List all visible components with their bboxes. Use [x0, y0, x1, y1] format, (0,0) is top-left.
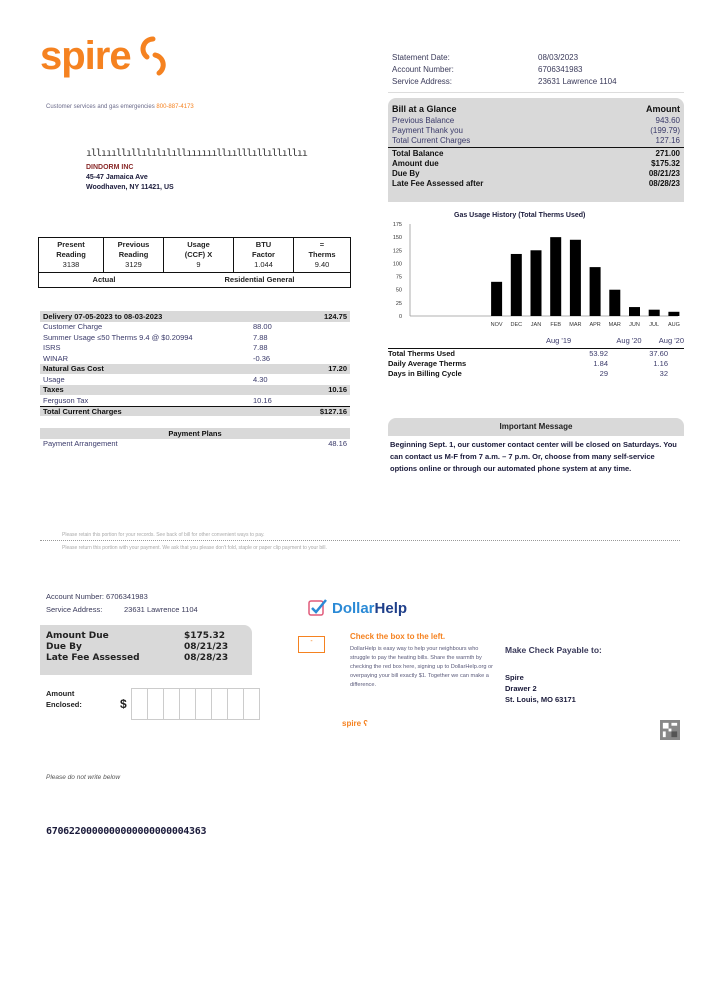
enclosed-line2: Enclosed:	[46, 700, 82, 709]
history-label: Daily Average Therms	[388, 359, 467, 368]
stub-address: 23631 Lawrence 1104	[124, 605, 198, 614]
stub-label: Amount Due	[46, 631, 109, 641]
glance-value: 08/21/23	[648, 169, 680, 178]
glance-row	[392, 149, 680, 159]
col-head: Reading	[56, 250, 86, 259]
account-number: 6706341983	[538, 65, 583, 74]
account-label: Account Number:	[392, 65, 454, 74]
meter-col	[39, 238, 104, 272]
statement-date: 08/03/2023	[538, 53, 579, 62]
total-charges-row	[40, 406, 350, 417]
glance-value: 08/28/23	[648, 179, 680, 188]
svg-text:JUL: JUL	[649, 322, 660, 328]
enclosed-line1: Amount	[46, 689, 75, 698]
chart-plot	[384, 208, 684, 343]
stub-value: 08/21/23	[184, 642, 229, 652]
glance-value: $175.32	[651, 159, 680, 168]
charge-value: -0.36	[253, 353, 271, 363]
svg-text:JUN: JUN	[629, 322, 640, 328]
meter-col	[294, 238, 350, 272]
customer-name: DINDORM INC	[86, 164, 134, 171]
customer-city: Woodhaven, NY 11421, US	[86, 184, 174, 191]
stub-account-label: Account Number:	[46, 592, 104, 601]
rate-class: Residential General	[224, 275, 295, 284]
svg-text:0: 0	[398, 314, 402, 320]
group-label: Natural Gas Cost	[43, 364, 104, 374]
dollarhelp-title: Check the box to the left.	[350, 632, 446, 641]
charge-row	[40, 332, 350, 343]
digit-box[interactable]	[195, 688, 212, 720]
svg-text:AUG: AUG	[667, 322, 680, 328]
glance-row	[392, 159, 680, 169]
dollarhelp-spire-logo	[342, 719, 368, 728]
digit-box[interactable]	[243, 688, 260, 720]
divider	[388, 92, 684, 93]
glance-label: Total Current Charges	[392, 136, 471, 145]
logo-dollar: Dollar	[332, 599, 375, 617]
history-value: 32	[659, 369, 668, 378]
total-value: $127.16	[319, 406, 347, 416]
group-label: Delivery 07-05-2023 to 08-03-2023	[43, 311, 163, 321]
col-head: Previous	[117, 240, 150, 249]
message-title: Important Message	[388, 418, 684, 436]
glance-label: Late Fee Assessed after	[392, 179, 484, 188]
logo-help: Help	[374, 599, 408, 617]
postal-barcode: ıllıııllıllılılılıllııııııllıılllıllıllıllıı	[86, 148, 307, 159]
stub-amount-box	[40, 625, 252, 675]
col-value: 3129	[125, 260, 142, 269]
digit-box[interactable]	[227, 688, 244, 720]
glance-row	[392, 116, 680, 126]
cs-label: Customer services and gas emergencies	[46, 104, 155, 110]
group-label: Taxes	[43, 385, 64, 395]
usage-history-table	[388, 336, 684, 379]
glance-label: Payment Thank you	[392, 126, 464, 135]
svg-text:MAR: MAR	[569, 322, 582, 328]
col-head: Therms	[308, 250, 336, 259]
history-value: 37.60	[649, 349, 668, 358]
col-head: Reading	[118, 250, 149, 259]
return-note: Please return this portion with your payment. We ask that you please don't fold, staple or paper clip payment to your bill.	[62, 545, 327, 551]
charge-label: Summer Usage ≤50 Therms 9.4 @ $0.20994	[43, 332, 193, 342]
charge-label: Usage	[43, 374, 65, 384]
svg-text:125: 125	[392, 248, 402, 255]
charges-table	[40, 311, 350, 449]
digit-box[interactable]	[131, 688, 148, 720]
charge-group	[40, 311, 350, 322]
charge-label: Customer Charge	[43, 322, 103, 332]
bill-at-a-glance	[388, 98, 684, 202]
message-body: Beginning Sept. 1, our customer contact center will be closed on Saturdays. You can contact us M-F from 7 a.m. – 7 p.m. Or, choose from many self-service options online or through our automated phone system at any time.	[390, 440, 677, 473]
col-value: 1.044	[254, 260, 273, 269]
retain-note: Please retain this portion for your records. See back of bill for other convenient ways to pay.	[62, 532, 265, 538]
svg-text:150: 150	[392, 235, 402, 242]
checkbox-mark: "	[310, 640, 313, 646]
charge-value: 88.00	[253, 322, 272, 332]
glance-value: 943.60	[655, 116, 680, 125]
svg-text:175: 175	[392, 222, 402, 228]
statement-info	[392, 52, 617, 88]
col-head: Present	[57, 240, 85, 249]
meter-col	[164, 238, 234, 272]
charge-label: ISRS	[43, 343, 61, 353]
glance-label: Total Balance	[392, 149, 444, 158]
charge-group	[40, 385, 350, 396]
history-value: 53.92	[589, 349, 608, 358]
plan-label: Payment Arrangement	[43, 439, 118, 449]
svg-text:100: 100	[392, 261, 402, 268]
col-head: Usage	[187, 240, 210, 249]
dollarhelp-logo	[308, 598, 407, 618]
history-row	[388, 359, 684, 369]
charge-label: Ferguson Tax	[43, 395, 89, 405]
reading-type: Actual	[92, 275, 116, 284]
glance-amount-header: Amount	[646, 104, 680, 114]
col-head: Factor	[252, 250, 275, 259]
digit-box[interactable]	[163, 688, 180, 720]
cs-phone: 800-887-4173	[156, 104, 194, 110]
payment-plans-header	[40, 428, 350, 439]
svg-text:NOV: NOV	[490, 322, 503, 328]
svg-text:JAN: JAN	[530, 322, 542, 328]
charge-row	[40, 353, 350, 364]
statement-date-label: Statement Date:	[392, 53, 450, 62]
helping-hand-icon	[308, 598, 332, 618]
meter-col	[104, 238, 164, 272]
dollarhelp-text	[298, 645, 498, 690]
plan-row	[40, 439, 350, 450]
scan-line: 6706220000000000000000004363	[46, 826, 207, 837]
group-total: 124.75	[324, 311, 347, 321]
glance-value: 271.00	[655, 149, 680, 158]
currency-sign: $	[120, 697, 127, 711]
payee-line3: St. Louis, MO 63171	[505, 695, 576, 704]
do-not-write-note: Please do not write below	[46, 774, 121, 781]
address-label: Service Address:	[392, 77, 453, 86]
charge-value: 7.88	[253, 343, 268, 353]
glance-title: Bill at a Glance	[392, 104, 457, 114]
spire-flame-icon: ʕ	[363, 719, 368, 728]
mailing-address	[86, 163, 174, 193]
stub-value: $175.32	[184, 631, 225, 641]
history-label: Total Therms Used	[388, 349, 455, 358]
stub-value: 08/28/23	[184, 653, 229, 663]
svg-text:MAR: MAR	[608, 322, 621, 328]
charge-value: 7.88	[253, 332, 268, 342]
tear-line	[40, 540, 680, 541]
plans-title: Payment Plans	[168, 428, 222, 438]
col-value: 3138	[62, 260, 80, 269]
stub-account-info	[46, 590, 198, 616]
stub-label: Due By	[46, 642, 82, 652]
svg-text:APR: APR	[589, 322, 601, 328]
glance-row	[392, 179, 680, 189]
stub-address-label: Service Address:	[46, 605, 103, 614]
digit-box[interactable]	[147, 688, 164, 720]
glance-value: (199.79)	[650, 126, 680, 135]
charge-value: 10.16	[253, 395, 272, 405]
col-header: Aug '20	[658, 336, 684, 345]
charge-row	[40, 374, 350, 385]
group-total: 10.16	[328, 385, 347, 395]
stub-label: Late Fee Assessed	[46, 653, 140, 663]
col-value: 9.40	[314, 260, 330, 269]
spire-wordmark: spire	[342, 719, 362, 728]
svg-text:50: 50	[395, 287, 402, 294]
history-row	[388, 349, 684, 359]
gas-usage-chart	[384, 208, 684, 343]
stub-account-number: 6706341983	[106, 592, 148, 601]
svg-text:FEB: FEB	[550, 322, 562, 328]
col-head: (CCF) X	[184, 250, 213, 259]
charge-group	[40, 364, 350, 375]
history-row	[388, 369, 684, 379]
charge-value: 4.30	[253, 374, 268, 384]
history-value: 1.16	[653, 359, 668, 368]
col-head: =	[319, 240, 325, 249]
amount-enclosed-label	[46, 688, 82, 710]
history-value: 29	[599, 369, 608, 378]
charge-label: WINAR	[43, 353, 68, 363]
spire-logo	[40, 34, 169, 79]
digit-box[interactable]	[179, 688, 196, 720]
svg-text:DEC: DEC	[510, 322, 523, 328]
digit-box[interactable]	[211, 688, 228, 720]
amount-enclosed-input[interactable]	[131, 688, 259, 720]
service-address: 23631 Lawrence 1104	[538, 77, 617, 86]
spire-flame-icon	[139, 35, 169, 79]
payable-address	[505, 672, 576, 705]
meter-reading-table	[38, 237, 351, 288]
charge-row	[40, 322, 350, 333]
glance-row	[392, 126, 680, 136]
plan-value: 48.16	[328, 439, 347, 449]
history-label: Days in Billing Cycle	[388, 369, 462, 378]
customer-service-line	[46, 104, 194, 110]
chart-title: Gas Usage History (Total Therms Used)	[454, 212, 586, 219]
col-header: Aug '20	[616, 336, 642, 345]
qr-code-icon	[660, 720, 680, 740]
payable-title: Make Check Payable to:	[505, 645, 602, 655]
svg-text:75: 75	[395, 274, 402, 281]
col-head: BTU	[255, 240, 272, 249]
history-value: 1.84	[593, 359, 608, 368]
col-header: Aug '19	[545, 336, 572, 345]
rule	[388, 147, 684, 148]
total-label: Total Current Charges	[43, 406, 122, 416]
svg-text:25: 25	[395, 300, 402, 307]
meter-col	[234, 238, 294, 272]
dollarhelp-body: DollarHelp is easy way to help your neighbours who struggle to pay the heating bills. Share the warmth by checking the red box here, signing up to DollarHelp.org or overpaying your bill exactly $1. Together we can make a difference.	[350, 646, 494, 688]
glance-row	[392, 136, 680, 146]
customer-street: 45-47 Jamaica Ave	[86, 174, 148, 181]
payee-line2: Drawer 2	[505, 684, 537, 693]
group-total: 17.20	[328, 364, 347, 374]
glance-label: Amount due	[392, 159, 439, 168]
brand-name: spire	[40, 34, 131, 78]
col-value: 9	[196, 260, 201, 269]
glance-label: Previous Balance	[392, 116, 455, 125]
important-message	[388, 418, 684, 478]
charge-row	[40, 343, 350, 354]
charge-row	[40, 395, 350, 406]
glance-value: 127.16	[655, 136, 680, 145]
glance-row	[392, 169, 680, 179]
payee-name: Spire	[505, 673, 524, 682]
glance-label: Due By	[392, 169, 420, 178]
